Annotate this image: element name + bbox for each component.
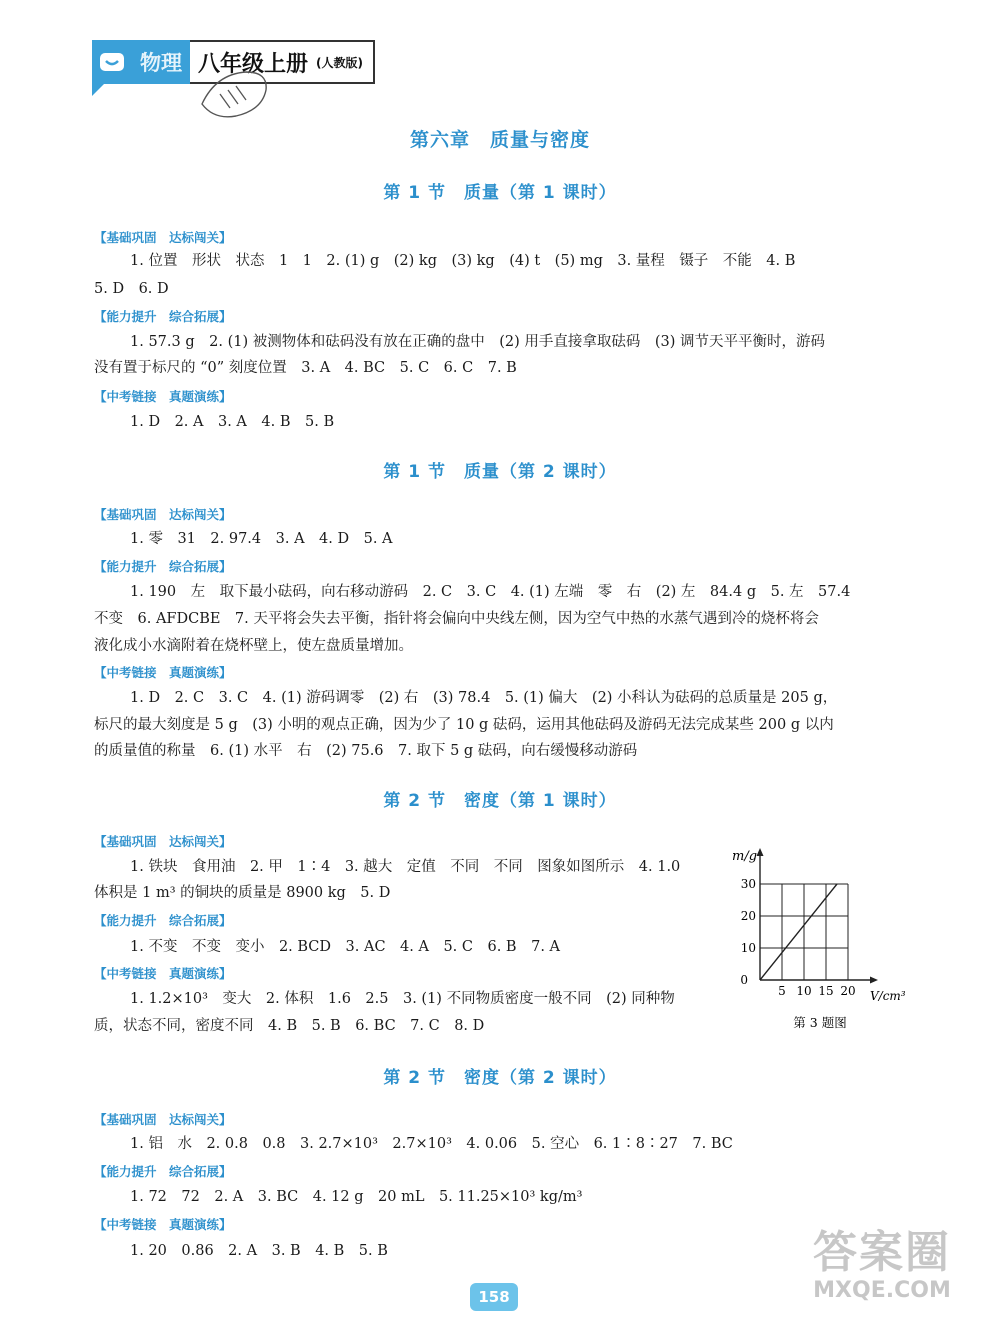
answer-line: 1. 72 72 2. A 3. BC 4. 12 g 20 mL 5. 11.25×10³ kg/m³ xyxy=(130,1189,583,1205)
y-tick-label: 0 xyxy=(740,973,748,987)
tag-advanced: 【能力提升 综合拓展】 xyxy=(94,559,232,574)
pen-sketch-icon xyxy=(196,64,276,122)
answer-line: 5. D 6. D xyxy=(94,281,169,297)
section-title: 第 1 节 质量（第 1 课时） xyxy=(383,183,617,203)
answer-line: 标尺的最大刻度是 5 g (3) 小明的观点正确，因为少了 10 g 砝码，运用其他砝码及游码无法完成某些 200 g 以内 xyxy=(94,717,834,733)
x-axis-arrow-icon xyxy=(870,977,878,984)
logo-icon xyxy=(92,40,132,84)
chapter-title: 第六章 质量与密度 xyxy=(409,129,590,151)
tag-basic: 【基础巩固 达标闯关】 xyxy=(94,230,232,245)
answer-line: 1. 零 31 2. 97.4 3. A 4. D 5. A xyxy=(130,531,393,547)
answer-line: 体积是 1 m³ 的铜块的质量是 8900 kg 5. D xyxy=(94,885,391,901)
y-axis-label: m/g xyxy=(732,849,758,864)
answer-line: 1. D 2. A 3. A 4. B 5. B xyxy=(130,414,335,430)
tag-basic: 【基础巩固 达标闯关】 xyxy=(94,507,232,522)
y-axis-arrow-icon xyxy=(757,848,764,856)
answer-line: 质，状态不同，密度不同 4. B 5. B 6. BC 7. C 8. D xyxy=(94,1018,485,1034)
subject-label: 物理 xyxy=(132,40,190,84)
mass-volume-figure xyxy=(728,840,908,1040)
x-tick-label: 5 xyxy=(778,984,786,998)
section-title: 第 2 节 密度（第 2 课时） xyxy=(383,1068,617,1088)
figure-caption: 第 3 题图 xyxy=(793,1015,847,1030)
density-line xyxy=(760,884,837,980)
header-tail xyxy=(92,84,104,96)
x-axis-label: V/cm³ xyxy=(870,989,906,1003)
answer-line: 没有置于标尺的 “0” 刻度位置 3. A 4. BC 5. C 6. C 7. B xyxy=(94,360,517,376)
section-title: 第 1 节 质量（第 2 课时） xyxy=(383,462,617,482)
tag-advanced: 【能力提升 综合拓展】 xyxy=(94,309,232,324)
watermark xyxy=(802,1228,962,1318)
answer-line: 1. 铝 水 2. 0.8 0.8 3. 2.7×10³ 2.7×10³ 4. 0.06 5. 空心 6. 1∶8∶27 7. BC xyxy=(130,1136,733,1152)
tag-exam: 【中考链接 真题演练】 xyxy=(94,1217,232,1232)
answer-line: 不变 6. AFDCBE 7. 天平将会失去平衡，指针将会偏向中央线左侧，因为空气中热的水蒸气遇到冷的烧杯将会 xyxy=(94,611,819,627)
grade-label: 八年级上册 xyxy=(198,51,309,77)
tag-basic: 【基础巩固 达标闯关】 xyxy=(94,1112,232,1127)
answer-line: 1. 铁块 食用油 2. 甲 1∶4 3. 越大 定值 不同 不同 图象如图所示 4. 1.0 xyxy=(130,859,681,875)
answer-line: 1. 不变 不变 变小 2. BCD 3. AC 4. A 5. C 6. B 7. A xyxy=(130,939,561,955)
answer-line: 1. 20 0.86 2. A 3. B 4. B 5. B xyxy=(130,1243,388,1259)
answer-line: 1. 1.2×10³ 变大 2. 体积 1.6 2.5 3. (1) 不同物质密度一般不同 (2) 同种物 xyxy=(130,991,675,1007)
watermark-bottom: MXQE.COM xyxy=(813,1278,951,1303)
tag-exam: 【中考链接 真题演练】 xyxy=(94,966,232,981)
answer-line: 1. D 2. C 3. C 4. (1) 游码调零 (2) 右 (3) 78.4 5. (1) 偏大 (2) 小科认为砝码的总质量是 205 g， xyxy=(130,690,838,706)
x-tick-label: 10 xyxy=(796,984,812,998)
answer-line: 液化成小水滴附着在烧杯壁上，使左盘质量增加。 xyxy=(94,638,413,654)
tag-basic: 【基础巩固 达标闯关】 xyxy=(94,834,232,849)
answer-line: 的质量值的称量 6. (1) 水平 右 (2) 75.6 7. 取下 5 g 砝码，向右缓慢移动游码 xyxy=(94,743,638,759)
page-number: 158 xyxy=(470,1283,518,1311)
y-tick-label: 10 xyxy=(740,941,756,955)
edition-label: (人教版) xyxy=(316,55,363,70)
answer-line: 1. 57.3 g 2. (1) 被测物体和砝码没有放在正确的盘中 (2) 用手直接拿取砝码 (3) 调节天平平衡时，游码 xyxy=(130,334,826,350)
x-tick-label: 15 xyxy=(818,984,834,998)
x-tick-label: 20 xyxy=(840,984,856,998)
tag-exam: 【中考链接 真题演练】 xyxy=(94,665,232,680)
tag-exam: 【中考链接 真题演练】 xyxy=(94,389,232,404)
answer-line: 1. 位置 形状 状态 1 1 2. (1) g (2) kg (3) kg (4) t (5) mg 3. 量程 镊子 不能 4. B xyxy=(130,253,796,269)
tag-advanced: 【能力提升 综合拓展】 xyxy=(94,1164,232,1179)
section-title: 第 2 节 密度（第 1 课时） xyxy=(383,791,617,811)
answer-line: 1. 190 左 取下最小砝码，向右移动游码 2. C 3. C 4. (1) 左端 零 右 (2) 左 84.4 g 5. 左 57.4 xyxy=(130,584,851,600)
y-tick-label: 20 xyxy=(740,909,756,923)
tag-advanced: 【能力提升 综合拓展】 xyxy=(94,913,232,928)
figure-grid xyxy=(760,884,848,980)
watermark-top: 答案圈 xyxy=(813,1227,951,1278)
y-tick-label: 30 xyxy=(740,877,756,891)
